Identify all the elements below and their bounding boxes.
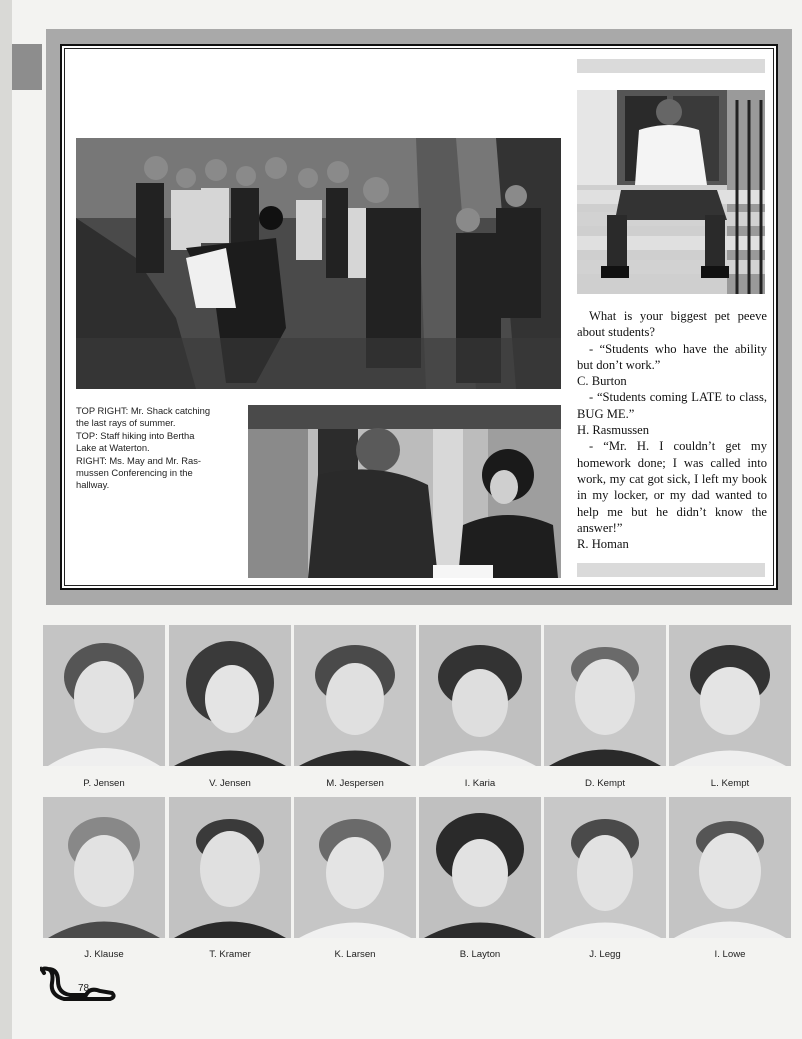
quote-answer: - “Students who have the ability but don’t work.” xyxy=(577,341,767,372)
portrait xyxy=(544,797,666,938)
portrait-name: L. Kempt xyxy=(710,778,750,789)
quote-author: H. Rasmussen xyxy=(577,423,650,438)
portrait xyxy=(43,797,165,938)
caption-line: hallway. xyxy=(76,479,110,491)
portrait xyxy=(419,797,541,938)
page-number: 78 xyxy=(78,983,90,994)
portrait xyxy=(169,625,291,766)
portrait xyxy=(294,797,416,938)
caption-line: TOP: Staff hiking into Bertha xyxy=(76,429,195,441)
caption-line: the last rays of summer. xyxy=(76,417,176,429)
portrait-name: B. Layton xyxy=(459,949,501,960)
portrait xyxy=(419,625,541,766)
portrait-name: M. Jespersen xyxy=(326,778,384,789)
portrait xyxy=(43,625,165,766)
photo-may-rasmussen xyxy=(248,405,561,578)
portrait-name: V. Jensen xyxy=(209,778,251,789)
photo-caption xyxy=(76,405,234,492)
decorative-bar-bottom xyxy=(577,563,765,577)
portrait-name: D. Kempt xyxy=(585,778,625,789)
caption-line: mussen Conferencing in the xyxy=(76,467,193,479)
caption-line: Lake at Waterton. xyxy=(76,442,150,454)
photo-mr-shack xyxy=(577,90,765,294)
portrait xyxy=(544,625,666,766)
portrait-name: J. Legg xyxy=(589,949,621,960)
portrait-name: J. Klause xyxy=(84,949,124,960)
quote-author: R. Homan xyxy=(577,537,629,552)
portrait-name: I. Karia xyxy=(464,778,496,789)
caption-line: TOP RIGHT: Mr. Shack catching xyxy=(76,405,211,416)
quote-answer: - “Students coming LATE to class, BUG ME.” xyxy=(577,390,767,421)
section-tab xyxy=(12,44,42,90)
portrait-name: P. Jensen xyxy=(83,778,125,789)
portrait-name: K. Larsen xyxy=(334,949,376,960)
quote-answer: - “Mr. H. I couldn’t get my homework done; I was called into work, my cat got sick, I left my book in my locker, or my dad wanted to help me but he didn’t know the answer!” xyxy=(577,439,767,535)
decorative-bar-top xyxy=(577,59,765,73)
portrait-name: I. Lowe xyxy=(714,949,746,960)
caption-line: RIGHT: Ms. May and Mr. Ras- xyxy=(76,454,202,466)
pet-peeve-quotes xyxy=(577,308,767,552)
portrait xyxy=(294,625,416,766)
portrait xyxy=(669,797,791,938)
portrait-name: T. Kramer xyxy=(209,949,251,960)
quote-question: What is your biggest pet peeve about students? xyxy=(577,309,767,340)
portrait xyxy=(169,797,291,938)
quote-author: C. Burton xyxy=(577,374,627,389)
portrait xyxy=(669,625,791,766)
page-edge xyxy=(0,0,12,1039)
photo-staff-hiking xyxy=(76,138,561,389)
